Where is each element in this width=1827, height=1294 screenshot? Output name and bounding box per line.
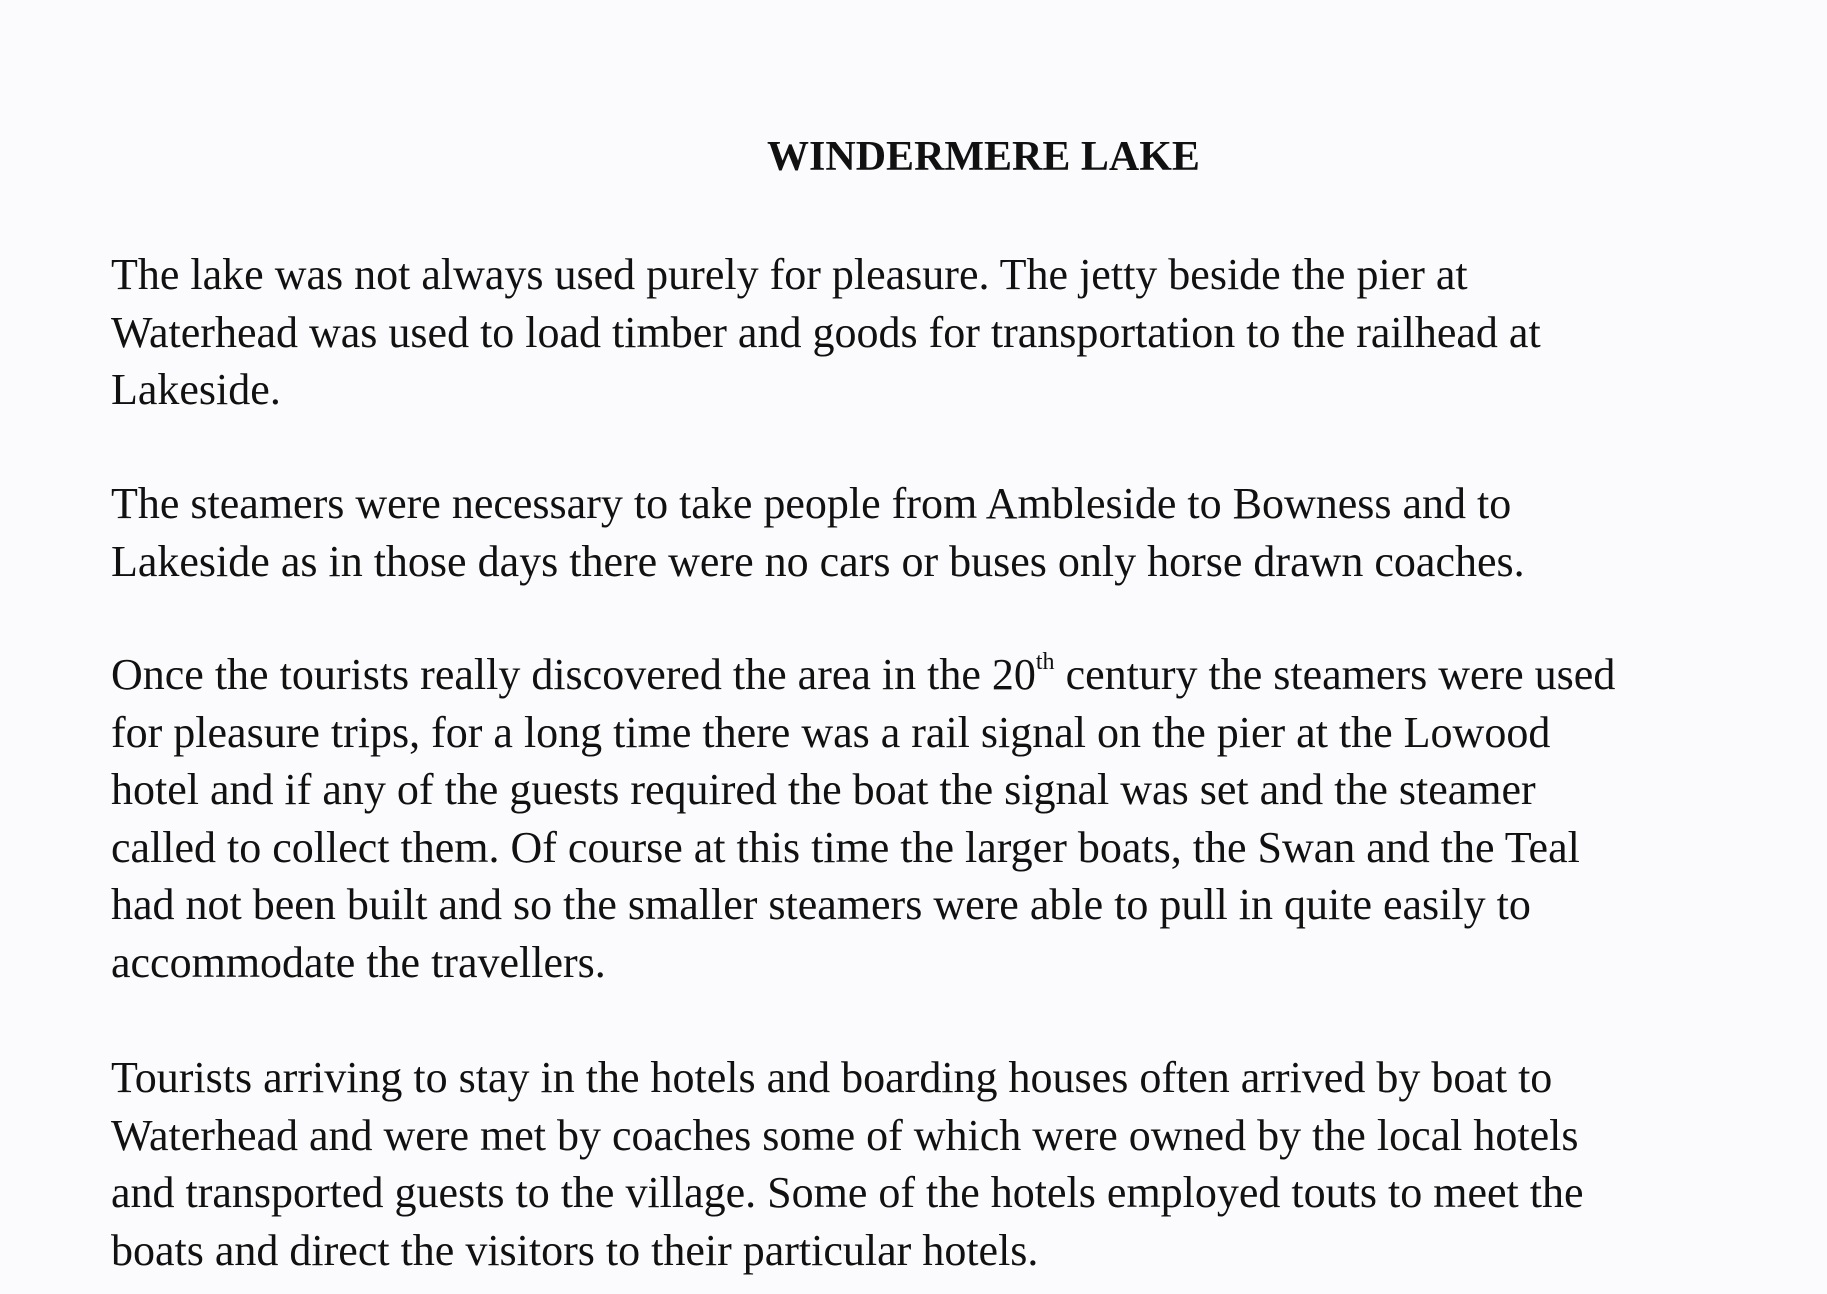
text-segment: century the steamers were used (1054, 650, 1616, 699)
text-line: Tourists arriving to stay in the hotels and boarding houses often arrived by boat to (111, 1053, 1553, 1102)
superscript-ordinal: th (1035, 649, 1055, 676)
text-line: had not been built and so the smaller steamers were able to pull in quite easily to (111, 880, 1531, 929)
text-line: Waterhead and were met by coaches some of which were owned by the local hotels (111, 1110, 1579, 1160)
text-segment: Once the tourists really discovered the area in the 20 (111, 650, 1036, 699)
text-line: boats and direct the visitors to their particular hotels. (111, 1225, 1039, 1275)
text-line: hotel and if any of the guests required the boat the signal was set and the steamer (111, 765, 1536, 814)
text-line: called to collect them. Of course at this time the larger boats, the Swan and the Teal (111, 822, 1580, 872)
text-line: Waterhead was used to load timber and goods for transportation to the railhead at (111, 307, 1541, 357)
text-line (111, 646, 1827, 704)
paragraph-lake-use (111, 246, 1827, 419)
text-line: The steamers were necessary to take people from Ambleside to Bowness and to (111, 479, 1512, 528)
paragraph-arrivals (111, 1049, 1827, 1279)
text-line: The lake was not always used purely for pleasure. The jetty beside the pier at (111, 250, 1468, 299)
text-line: Lakeside as in those days there were no cars or buses only horse drawn coaches. (111, 536, 1525, 586)
page-title: WINDERMERE LAKE (767, 134, 1200, 180)
text-line: and transported guests to the village. Some of the hotels employed touts to meet the (111, 1168, 1584, 1217)
text-line: Lakeside. (111, 365, 281, 414)
text-line: for pleasure trips, for a long time there was a rail signal on the pier at the Lowood (111, 707, 1551, 757)
text-line: accommodate the travellers. (111, 937, 606, 987)
paragraph-steamers (111, 475, 1827, 590)
paragraph-tourists-20th-century (111, 646, 1827, 991)
